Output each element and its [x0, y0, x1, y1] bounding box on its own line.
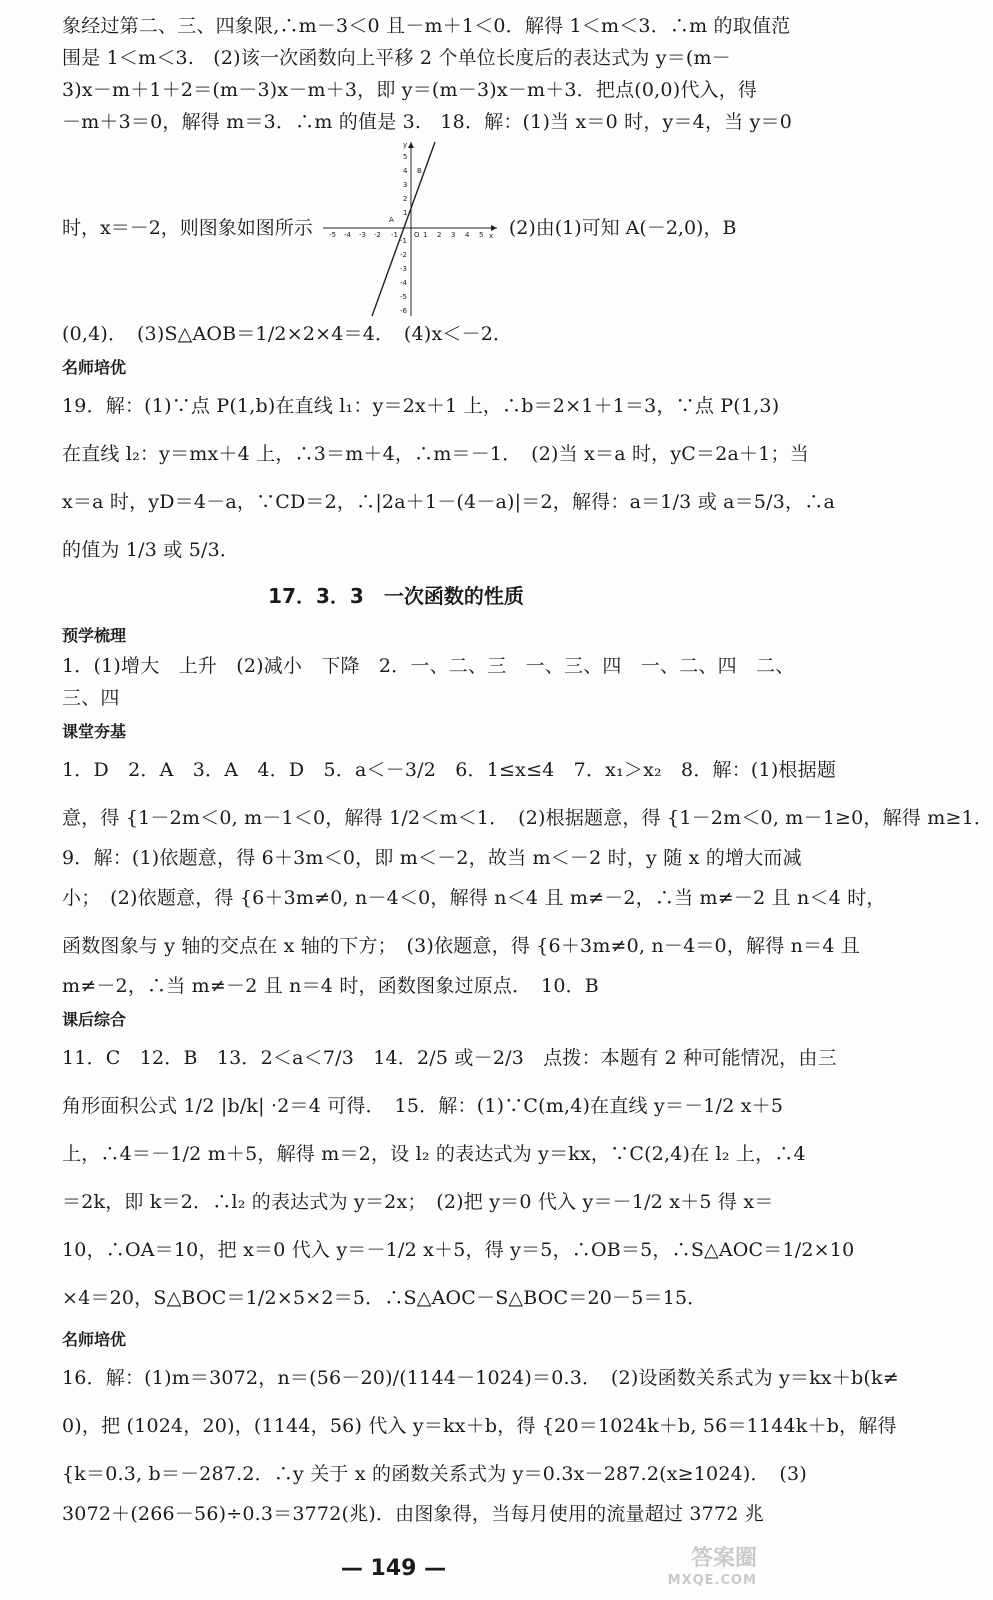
text-line: 意，得 {1－2m＜0, m－1＜0，解得 1/2＜m＜1． (2)根据题意，得 {1－2m＜0, m－1≥0，解得 m≥1．	[62, 807, 993, 829]
text-line: 三、四	[62, 687, 120, 709]
x-axis-label: x	[488, 232, 493, 240]
x-tick-label: 3	[450, 231, 456, 239]
text-line: 9．解：(1)依题意，得 6＋3m＜0，即 m＜－2，故当 m＜－2 时，y 随 x 的增大而减	[62, 847, 802, 869]
text-line: 上，∴4＝－1/2 m＋5，解得 m＝2，设 l₂ 的表达式为 y＝kx，∵C(2,4)在 l₂ 上，∴4	[62, 1143, 806, 1165]
text-line: 19．解：(1)∵点 P(1,b)在直线 l₁：y＝2x＋1 上，∴b＝2×1＋1＝3，∵点 P(1,3)	[62, 395, 780, 417]
y-tick-label: 4	[402, 167, 408, 175]
text-line: 小； (2)依题意，得 {6＋3m≠0, n－4＜0，解得 n＜4 且 m≠－2，∴当 m≠－2 且 n＜4 时，	[62, 887, 886, 909]
text-line: 函数图象与 y 轴的交点在 x 轴的下方； (3)依题意，得 {6＋3m≠0, n－4＝0，解得 n＝4 且	[62, 935, 861, 957]
text-line: －m＋3＝0，解得 m＝3．∴m 的值是 3. 18．解：(1)当 x＝0 时，y＝4，当 y＝0	[62, 111, 793, 133]
text-line: 围是 1＜m＜3. (2)该一次函数向上平移 2 个单位长度后的表达式为 y＝(m－	[62, 47, 731, 69]
text-line: 1．D 2．A 3．A 4．D 5．a＜－3/2 6．1≤x≤4 7．x₁＞x₂ 8．解：(1)根据题	[62, 759, 837, 781]
x-tick-label: -1	[390, 231, 398, 239]
y-tick-label: -2	[399, 251, 407, 259]
y-tick-label: 1	[402, 209, 408, 217]
function-graph	[321, 138, 501, 318]
y-tick-label: -6	[399, 307, 407, 315]
x-tick-label: -2	[373, 231, 381, 239]
origin-label: O	[413, 231, 420, 239]
y-tick-label: 2	[402, 195, 408, 203]
text-line: 角形面积公式 1/2 |b/k| ·2＝4 可得． 15．解：(1)∵C(m,4)在直线 y＝－1/2 x＋5	[62, 1095, 784, 1117]
x-tick-label: -5	[328, 231, 336, 239]
x-axis-arrow	[491, 225, 497, 231]
page-number: — 149 —	[340, 1556, 447, 1581]
text-line: 的值为 1/3 或 5/3．	[62, 539, 240, 561]
section-title: 17．3．3 一次函数的性质	[268, 584, 524, 608]
watermark	[668, 1548, 757, 1592]
text-line: 3072＋(266－56)÷0.3＝3772(兆)．由图象得，当每月使用的流量超过 3772 兆	[62, 1503, 764, 1525]
text-line: 10，∴OA＝10，把 x＝0 代入 y＝－1/2 x＋5，得 y＝5，∴OB＝5，∴S△AOC＝1/2×10	[62, 1239, 855, 1261]
watermark-main: 答案圈	[690, 1546, 757, 1571]
section-heading: 课堂夯基	[62, 722, 127, 741]
text-line: 11．C 12．B 13．2＜a＜7/3 14．2/5 或－2/3 点拨：本题有 2 种可能情况，由三	[62, 1047, 837, 1069]
text-line: ×4＝20，S△BOC＝1/2×5×2＝5．∴S△AOC－S△BOC＝20－5＝15．	[62, 1287, 707, 1309]
text-line: 16．解：(1)m＝3072，n＝(56－20)/(1144－1024)＝0.3． (2)设函数关系式为 y＝kx＋b(k≠	[62, 1367, 899, 1389]
y-axis-label: y	[402, 141, 407, 149]
text-line: x＝a 时，yD＝4－a，∵CD＝2，∴|2a＋1－(4－a)|＝2，解得：a＝1/3 或 a＝5/3，∴a	[62, 491, 835, 513]
x-tick-label: -3	[358, 231, 366, 239]
y-tick-label: -3	[399, 265, 407, 273]
text-line: 1．(1)增大 上升 (2)减小 下降 2．一、二、三 一、三、四 一、二、四 二、	[62, 655, 795, 677]
text-after-graph: (2)由(1)可知 A(－2,0)，B	[508, 217, 737, 239]
y-tick-label: 3	[402, 181, 408, 189]
point-b-label: B	[416, 167, 422, 175]
text-line: ＝2k，即 k＝2．∴l₂ 的表达式为 y＝2x； (2)把 y＝0 代入 y＝－1/2 x＋5 得 x＝	[62, 1191, 774, 1213]
text-line: 象经过第二、三、四象限,∴m－3＜0 且－m＋1＜0．解得 1＜m＜3．∴m 的取值范	[62, 15, 791, 37]
x-tick-label: 2	[436, 231, 442, 239]
section-heading: 预学梳理	[62, 626, 127, 645]
answer-page	[62, 10, 993, 1530]
graph-row	[62, 138, 737, 318]
text-line: 在直线 l₂：y＝mx＋4 上，∴3＝m＋4，∴m＝－1． (2)当 x＝a 时，yC＝2a＋1；当	[62, 443, 809, 465]
text-line: 3)x－m＋1＋2＝(m－3)x－m＋3，即 y＝(m－3)x－m＋3．把点(0,0)代入，得	[62, 79, 758, 101]
section-heading: 名师培优	[62, 358, 127, 377]
x-tick-label: 1	[422, 231, 428, 239]
text-line: m≠－2，∴当 m≠－2 且 n＝4 时，函数图象过原点． 10．B	[62, 975, 599, 997]
x-tick-label: -4	[343, 231, 351, 239]
watermark-url: MXQE.COM	[667, 1573, 757, 1588]
text-line: {k＝0.3, b＝－287.2．∴y 关于 x 的函数关系式为 y＝0.3x－287.2(x≥1024)． (3)	[62, 1463, 807, 1485]
section-heading: 名师培优	[62, 1330, 127, 1349]
y-axis-arrow	[408, 142, 414, 148]
y-tick-label: 5	[402, 153, 408, 161]
x-tick-label: 5	[478, 231, 484, 239]
y-tick-label: -4	[399, 279, 407, 287]
text-line: (0,4)． (3)S△AOB＝1/2×2×4＝4． (4)x＜－2．	[62, 323, 513, 345]
text-before-graph: 时，x＝－2，则图象如图所示	[62, 217, 313, 239]
point-a-label: A	[388, 216, 394, 224]
y-tick-label: -1	[399, 237, 407, 245]
y-tick-label: -5	[399, 293, 407, 301]
x-tick-label: 4	[464, 231, 470, 239]
section-heading: 课后综合	[62, 1010, 127, 1029]
text-line: 0)，把 (1024，20)，(1144，56) 代入 y＝kx＋b，得 {20＝1024k＋b, 56＝1144k＋b，解得	[62, 1415, 897, 1437]
